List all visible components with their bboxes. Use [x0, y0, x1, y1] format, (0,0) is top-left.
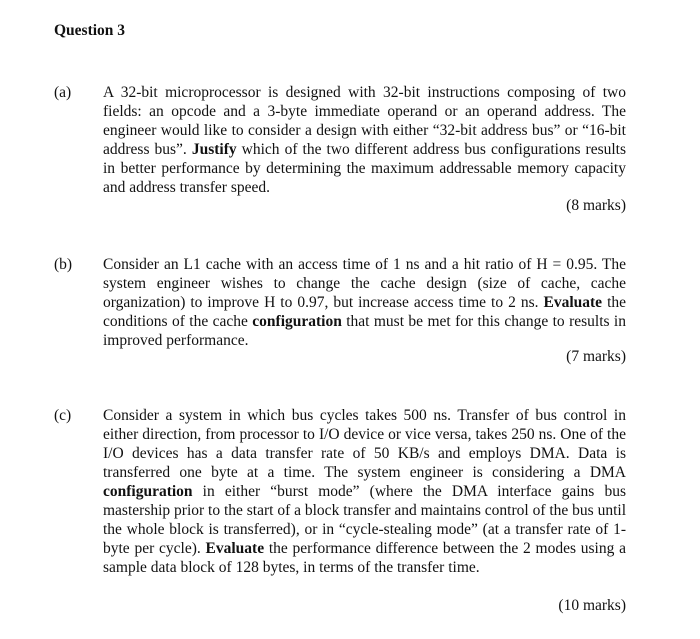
part-a-keyword-justify: Justify — [191, 141, 237, 158]
part-a-text — [103, 83, 626, 197]
question-title: Question 3 — [54, 22, 126, 39]
part-c-text — [103, 406, 626, 577]
part-b-text-segment: that must be met for this change to results in improved performance. — [103, 313, 626, 349]
part-b-text — [103, 255, 626, 350]
part-c-text-segment: Consider a system in which bus cycles takes 500 ns. Transfer of bus control in either direction, from processor to I/O device or vice versa, takes 250 ns. One of the I/O devices has a data transfer rate of 50 KB/s and employs DMA. Data is transferred one byte at a time. The system engineer is considering a DMA — [103, 407, 626, 481]
part-c-keyword-evaluate: Evaluate — [205, 540, 265, 557]
part-c-keyword-configuration: configuration — [103, 483, 193, 500]
part-c-marks: (10 marks) — [558, 597, 626, 614]
part-b-text-segment: Consider an L1 cache with an access time of 1 ns and a hit ratio of H = 0.95. The system engineer wishes to change the cache design (size of cache, cache organization) to improve H to 0.97, but increase access time to 2 ns. — [103, 256, 626, 311]
part-a-marks: (8 marks) — [566, 197, 626, 214]
part-b-label: (b) — [54, 256, 73, 273]
part-a-text-segment: which of the two different address bus configurations results in better performance by determining the maximum addressable memory capacity and address transfer speed. — [103, 141, 626, 196]
part-b-keyword-configuration: configuration — [252, 313, 342, 330]
part-b-text-segment: the conditions of the cache — [103, 294, 626, 330]
part-c-text-segment: in either “burst mode” (where the DMA interface gains bus mastership prior to the start of a block transfer and maintains control of the bus until the whole block is transferred), or in “cycle-stealing mode” (at a transfer rate of 1-byte per cycle). — [103, 483, 626, 557]
part-c-label: (c) — [54, 407, 72, 424]
part-a-text-segment: A 32-bit microprocessor is designed with 32-bit instructions composing of two fields: an opcode and a 3-byte immediate operand or an operand address. The engineer would like to consider a design with either “32-bit address bus” or “16-bit address bus”. — [103, 84, 626, 158]
part-b-keyword-evaluate: Evaluate — [543, 294, 603, 311]
part-a-label: (a) — [54, 84, 72, 101]
part-b-marks: (7 marks) — [566, 348, 626, 365]
part-c-text-segment: the performance difference between the 2 modes using a sample data block of 128 bytes, in terms of the transfer time. — [103, 540, 626, 576]
